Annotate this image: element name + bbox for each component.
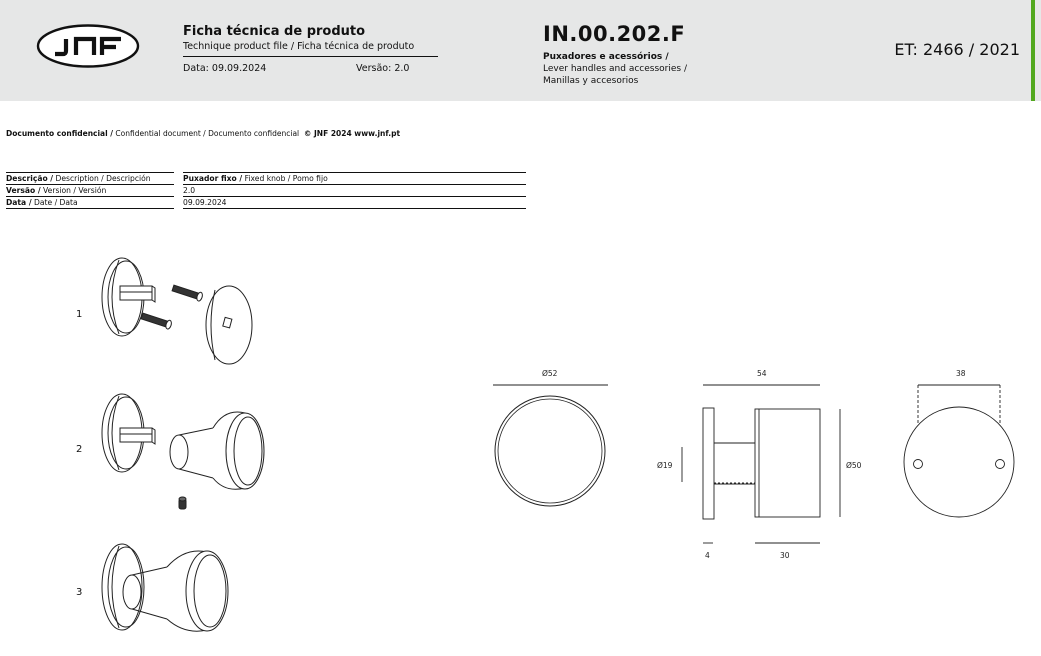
dim-knob-length: 30 [780, 551, 790, 560]
category-pt: Puxadores e acessórios / [543, 52, 669, 62]
accent-bar [1031, 0, 1035, 101]
row-label: Version / Versión [40, 186, 107, 195]
row-label-bold: Versão / [6, 186, 41, 195]
side-view-drawing [675, 380, 850, 550]
sheet-subtitle: Technique product file / Ficha técnica de produto [183, 41, 415, 52]
step-2-illustration [95, 388, 270, 513]
confidential-label: Documento confidencial / [6, 129, 114, 138]
row-value: Fixed knob / Pomo fijo [242, 174, 328, 183]
row-value: 09.09.2024 [183, 198, 227, 207]
row-label: Date / Data [31, 198, 78, 207]
category-es: Manillas y accesorios [543, 76, 639, 86]
row-value: 2.0 [183, 186, 196, 195]
dim-rose-thickness: 4 [705, 551, 710, 560]
dim-total-length: 54 [757, 369, 767, 378]
product-code: IN.00.202.F [543, 22, 686, 46]
row-label-bold: Descrição / [6, 174, 54, 183]
sheet-date: Data: 09.09.2024 [183, 63, 267, 74]
category-en: Lever handles and accessories / [543, 64, 687, 74]
step-number-1: 1 [76, 309, 83, 320]
dim-front-diameter: Ø52 [542, 369, 558, 378]
rear-view-drawing [895, 380, 1030, 520]
row-value-bold: Puxador fixo / [183, 174, 243, 183]
dim-stem-diameter: Ø19 [657, 461, 673, 470]
step-1-illustration [95, 250, 260, 365]
dim-hole-spacing: 38 [956, 369, 966, 378]
spec-table [6, 173, 526, 209]
confidential-text: Confidential document / Documento confidencial [113, 129, 300, 138]
table-row [6, 197, 526, 209]
front-view-drawing [490, 380, 615, 510]
row-label: Description / Descripción [53, 174, 151, 183]
confidential-notice [6, 129, 400, 138]
copyright-text: © JNF 2024 www.jnf.pt [303, 129, 401, 138]
table-row [6, 185, 526, 197]
table-row [6, 173, 526, 185]
dim-knob-diameter: Ø50 [846, 461, 862, 470]
et-reference: ET: 2466 / 2021 [894, 40, 1020, 59]
sheet-version: Versão: 2.0 [356, 63, 410, 74]
row-label-bold: Data / [6, 198, 32, 207]
step-number-2: 2 [76, 444, 83, 455]
step-number-3: 3 [76, 587, 83, 598]
step-3-illustration [95, 537, 245, 637]
sheet-title: Ficha técnica de produto [183, 24, 366, 39]
